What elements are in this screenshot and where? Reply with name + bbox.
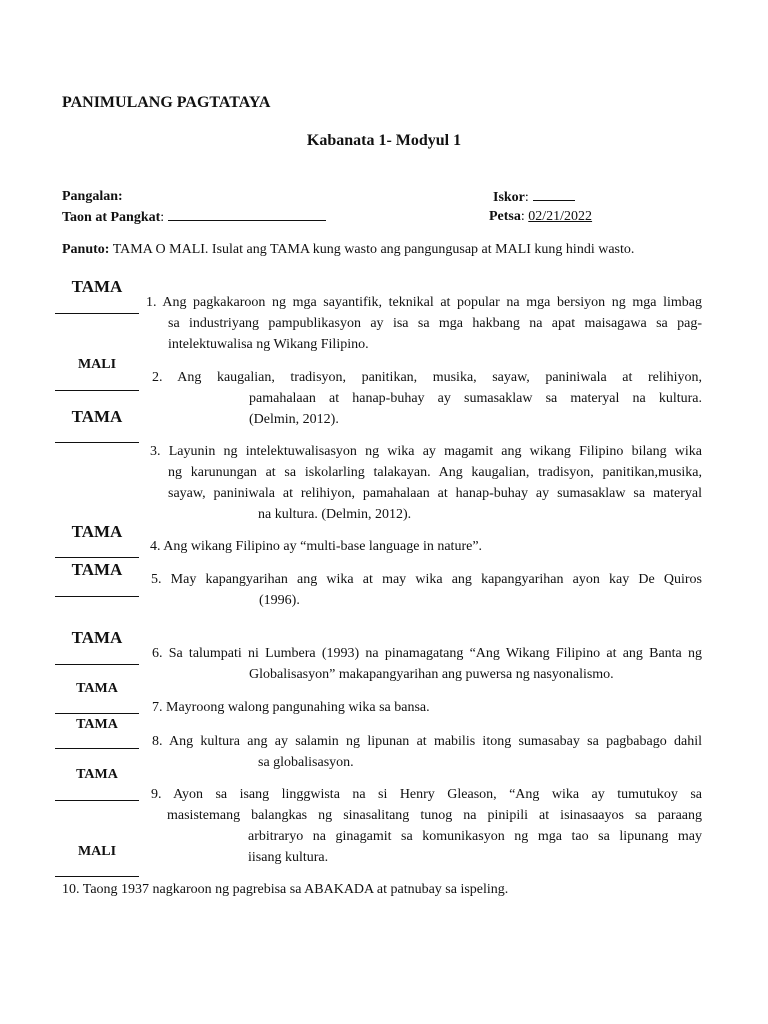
answer-8: TAMA: [76, 717, 118, 732]
answer-line-6: [55, 664, 139, 665]
answer-5: TAMA: [71, 560, 123, 579]
question-4-line-1: 4. Ang wikang Filipino ay “multi-base language in nature”.: [150, 539, 483, 554]
worksheet-title: PANIMULANG PAGTATAYA: [62, 94, 271, 111]
class-blank: [168, 207, 326, 221]
class-label: Taon at Pangkat: [62, 210, 161, 225]
answer-line-7: [55, 713, 139, 714]
question-6-line-1: 6. Sa talumpati ni Lumbera (1993) na pinamagatang “Ang Wikang Filipino at ang Banta ng: [152, 646, 702, 661]
question-4: [150, 536, 702, 557]
question-5-line-1: 5. May kapangyarihan ang wika at may wika ang kapangyarihan ayon kay De Quiros: [151, 572, 702, 587]
instruction-text: TAMA O MALI. Isulat ang TAMA kung wasto ang pangungusap at MALI kung hindi wasto.: [112, 242, 635, 257]
question-9-line-1: 9. Ayon sa isang linggwista na si Henry Gleason, “Ang wika ay tumutukoy sa: [151, 787, 702, 802]
question-10: [62, 879, 702, 900]
question-1: [146, 292, 702, 355]
class-field: Taon at Pangkat:: [62, 207, 326, 226]
question-8-line-1: 8. Ang kultura ang ay salamin ng lipunan at mabilis itong sumasabay sa pagbabago dahil: [152, 734, 702, 749]
answer-line-2: [55, 390, 139, 391]
answer-9: TAMA: [76, 767, 118, 782]
question-3: [150, 441, 702, 525]
question-3-line-2: ng karunungan at sa iskolarling talakayan. Ang kaugalian, tradisyon, panitikan,musika,: [168, 465, 702, 480]
question-1-line-1: 1. Ang pagkakaroon ng mga sayantifik, teknikal at popular na mga bersiyon ng mga limbag: [146, 295, 702, 310]
answer-line-9: [55, 800, 139, 801]
question-10-line-1: 10. Taong 1937 nagkaroon ng pagrebisa sa ABAKADA at patnubay sa ispeling.: [62, 882, 509, 897]
question-3-line-4: na kultura. (Delmin, 2012).: [258, 507, 412, 522]
question-5: [151, 569, 702, 611]
answer-7: TAMA: [76, 681, 118, 696]
date-field: Petsa: 02/21/2022: [489, 209, 593, 224]
date-value: 02/21/2022: [528, 209, 593, 224]
question-8: [152, 731, 702, 773]
date-label: Petsa: [489, 209, 521, 224]
score-field: Iskor:: [493, 187, 575, 206]
question-9-line-4: iisang kultura.: [248, 850, 329, 865]
instruction: [62, 242, 634, 258]
answer-line-3: [55, 442, 139, 443]
question-7-line-1: 7. Mayroong walong pangunahing wika sa bansa.: [152, 700, 430, 715]
instruction-label: Panuto:: [62, 242, 110, 257]
answer-6: TAMA: [71, 628, 123, 647]
question-2-line-2: pamahalaan at hanap-buhay ay sumasaklaw sa materyal na kultura.: [249, 391, 702, 406]
question-2-line-3: (Delmin, 2012).: [249, 412, 339, 427]
score-label: Iskor: [493, 190, 525, 205]
question-1-line-3: intelektuwalisa ng Wikang Filipino.: [168, 337, 369, 352]
question-3-line-1: 3. Layunin ng intelektuwalisasyon ng wika ay magamit ang wikang Filipino bilang wika: [150, 444, 702, 459]
question-6: [152, 643, 702, 685]
answer-line-5: [55, 596, 139, 597]
name-field: [62, 187, 123, 205]
question-1-line-2: sa industriyang pampublikasyon ay isa sa mga hakbang na apat maisagawa sa pag-: [168, 316, 702, 331]
question-9: [151, 784, 702, 868]
answer-10: MALI: [77, 844, 117, 859]
question-3-line-3: sayaw, paniniwala at relihiyon, pamahalaan at hanap-buhay ay sumasaklaw sa materyal: [168, 486, 702, 501]
question-6-line-2: Globalisasyon” makapangyarihan ang puwersa ng nasyonalismo.: [249, 667, 614, 682]
worksheet-subtitle: Kabanata 1- Modyul 1: [306, 132, 462, 149]
name-label: Pangalan:: [62, 189, 123, 204]
question-7: [152, 697, 702, 718]
answer-2: MALI: [77, 357, 117, 372]
answer-3: TAMA: [71, 407, 123, 426]
answer-line-8: [55, 748, 139, 749]
question-9-line-3: arbitraryo na ginagamit sa komunikasyon ng mga tao sa lipunang may: [248, 829, 702, 844]
question-2: [152, 367, 702, 430]
question-8-line-2: sa globalisasyon.: [258, 755, 354, 770]
answer-4: TAMA: [71, 522, 123, 541]
score-blank: [533, 187, 575, 201]
answer-1: TAMA: [71, 277, 123, 296]
answer-line-1: [55, 313, 139, 314]
question-9-line-2: masistemang balangkas ng sinasalitang tunog na pinipili at isinasaayos sa paraang: [167, 808, 702, 823]
question-5-line-2: (1996).: [259, 593, 300, 608]
question-2-line-1: 2. Ang kaugalian, tradisyon, panitikan, musika, sayaw, paniniwala at relihiyon,: [152, 370, 702, 385]
answer-line-10: [55, 876, 139, 877]
answer-line-4: [55, 557, 139, 558]
